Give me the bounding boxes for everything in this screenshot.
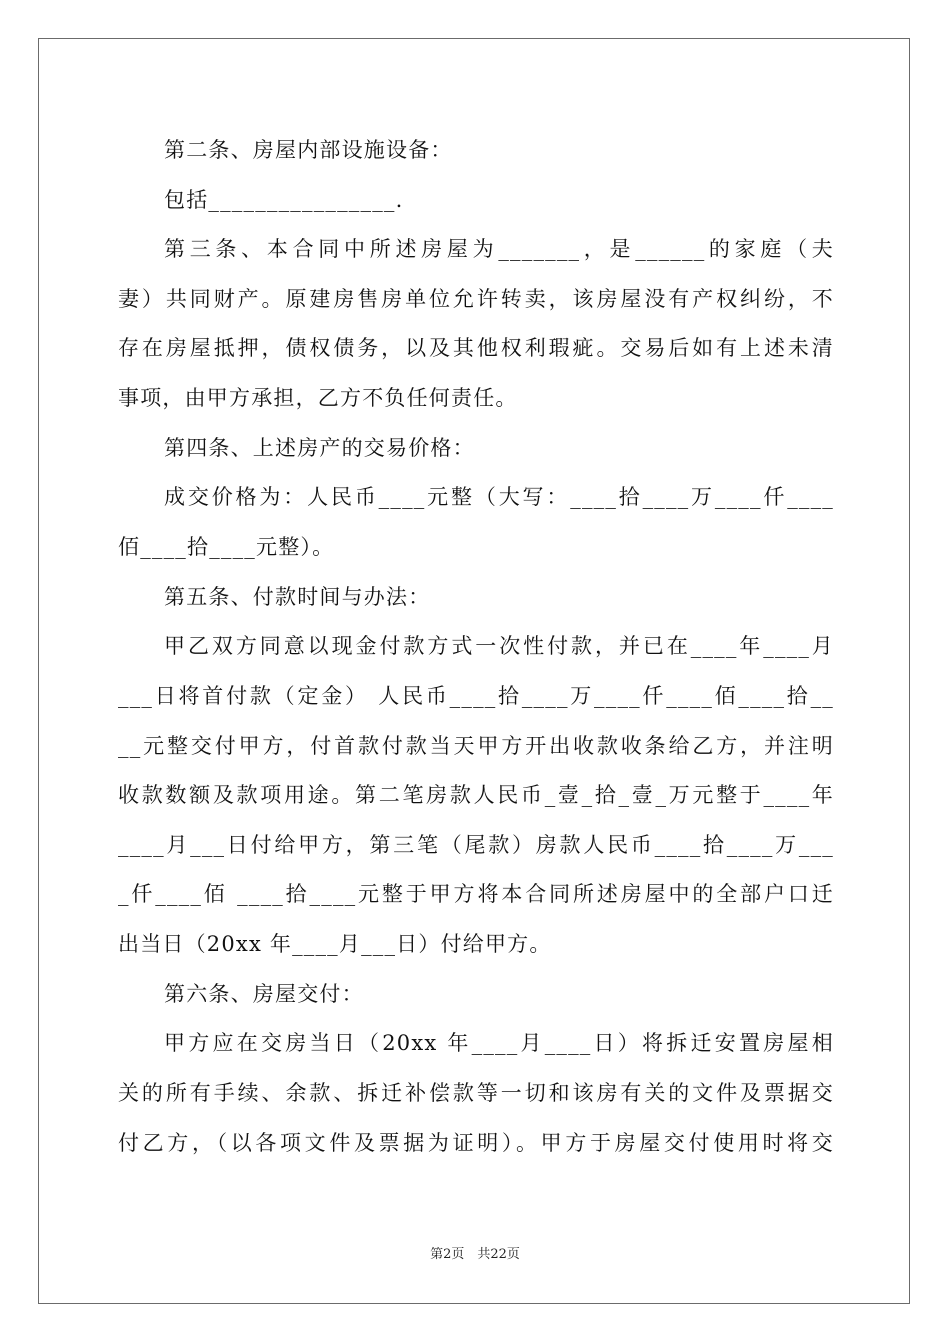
article-5-line-6: _仟____佰 ____拾____元整于甲方将本合同所述房屋中的全部户口迁 xyxy=(118,882,834,906)
article-2-heading: 第二条、房屋内部设施设备： xyxy=(164,138,453,162)
article-5-line-4: 收款数额及款项用途。第二笔房款人民币_壹_拾_壹_万元整于____年 xyxy=(118,783,834,807)
page-border xyxy=(38,38,910,1304)
page-footer: 第2页 共22页 xyxy=(430,1247,520,1262)
article-3-line-2: 妻）共同财产。原建房售房单位允许转卖，该房屋没有产权纠纷，不 xyxy=(118,287,834,311)
article-2-body: 包括________________. xyxy=(164,188,404,212)
article-5-line-1: 甲乙双方同意以现金付款方式一次性付款，并已在____年____月 xyxy=(164,634,834,658)
article-5-line-2: ___日将首付款（定金） 人民币____拾____万____仟____佰____拾__ xyxy=(118,684,834,708)
article-4-line-1: 成交价格为：人民币____元整（大写：____拾____万____仟____ xyxy=(164,485,834,509)
article-3-line-4: 事项，由甲方承担，乙方不负任何责任。 xyxy=(118,386,518,410)
article-5-line-7: 出当日（20xx 年____月___日）付给甲方。 xyxy=(118,932,552,956)
article-6-line-2: 关的所有手续、余款、拆迁补偿款等一切和该房有关的文件及票据交 xyxy=(118,1081,834,1105)
article-5-line-5: ____月___日付给甲方，第三笔（尾款）房款人民币____拾____万___ xyxy=(118,833,834,857)
article-4-line-2: 佰____拾____元整）。 xyxy=(118,535,335,559)
article-5-line-3: __元整交付甲方，付首款付款当天甲方开出收款收条给乙方，并注明 xyxy=(118,734,834,758)
article-3-line-1: 第三条、本合同中所述房屋为_______，是______的家庭（夫 xyxy=(164,237,834,261)
article-3-line-3: 存在房屋抵押，债权债务，以及其他权利瑕疵。交易后如有上述未清 xyxy=(118,336,834,360)
article-6-line-1: 甲方应在交房当日（20xx 年____月____日）将拆迁安置房屋相 xyxy=(164,1031,834,1055)
article-6-heading: 第六条、房屋交付： xyxy=(164,982,364,1006)
article-6-line-3: 付乙方，（以各项文件及票据为证明）。甲方于房屋交付使用时将交 xyxy=(118,1131,834,1155)
article-4-heading: 第四条、上述房产的交易价格： xyxy=(164,436,475,460)
article-5-heading: 第五条、付款时间与办法： xyxy=(164,585,431,609)
